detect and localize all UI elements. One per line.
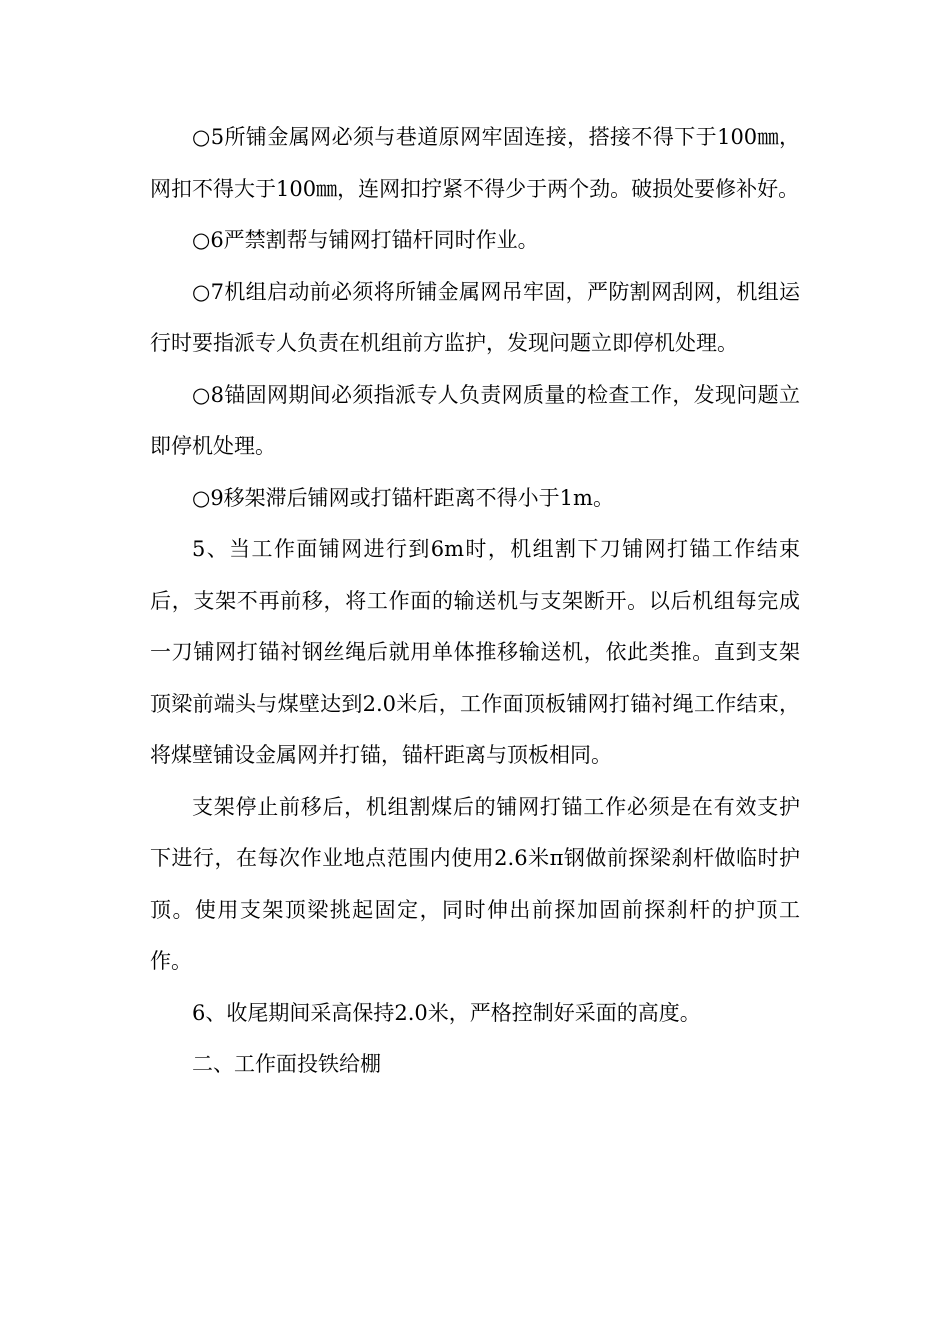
paragraph-item-6: ○6严禁割帮与铺网打锚杆同时作业。: [192, 228, 539, 252]
paragraph-item-8: ○8锚固网期间必须指派专人负责网质量的检查工作，发现问题立即停机处理。: [150, 382, 800, 458]
section-heading-2: 二、工作面投铁给棚: [192, 1052, 381, 1076]
document-body: [150, 112, 800, 1091]
paragraph-item-5: ○5所铺金属网必须与巷道原网牢固连接，搭接不得下于100㎜，网扣不得大于100㎜，连网扣拧紧不得少于两个劲。破损处要修补好。: [150, 125, 800, 201]
paragraph-section-5: 5、当工作面铺网进行到6m时，机组割下刀铺网打锚工作结束后，支架不再前移，将工作面的输送机与支架断开。以后机组每完成一刀铺网打锚衬钢丝绳后就用单体推移输送机，依此类推。直到支架顶梁前端头与煤壁达到2.0米后，工作面顶板铺网打锚衬绳工作结束，将煤壁铺设金属网并打锚，锚杆距离与顶板相同。: [150, 537, 800, 767]
paragraph-section-6: 6、收尾期间采高保持2.0米，严格控制好采面的高度。: [192, 1000, 701, 1025]
paragraph-item-7: ○7机组启动前必须将所铺金属网吊牢固，严防割网刮网，机组运行时要指派专人负责在机组前方监护，发现问题立即停机处理。: [150, 279, 800, 355]
paragraph-item-9: ○9移架滞后铺网或打锚杆距离不得小于1m。: [192, 485, 614, 510]
paragraph-support-stop: 支架停止前移后，机组割煤后的铺网打锚工作必须是在有效支护下进行，在每次作业地点范围内使用2.6米π钢做前探梁刹杆做临时护顶。使用支架顶梁挑起固定，同时伸出前探加固前探刹杆的护顶工作。: [150, 794, 800, 973]
